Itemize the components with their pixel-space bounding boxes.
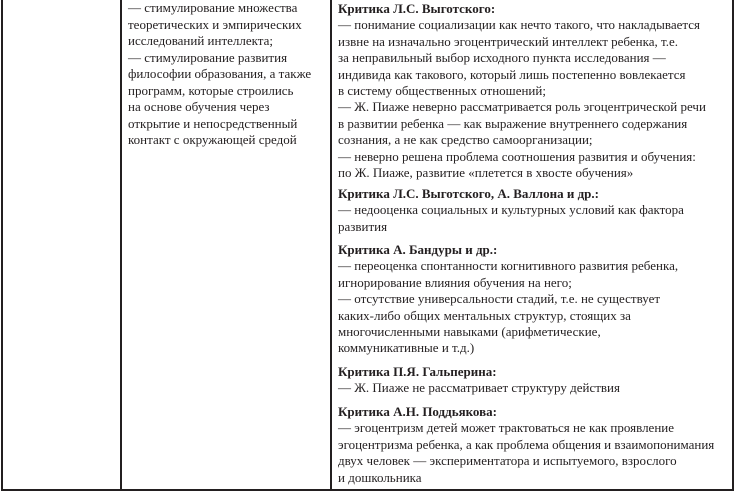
text-line: за неправильный выбор исходного пункта исследования — xyxy=(338,50,666,66)
text-line: развития xyxy=(338,218,388,234)
text-line: сознания, а не как средство самоорганизации; xyxy=(338,132,593,148)
text-line: — отсутствие универсальности стадий, т.е. не существует xyxy=(338,291,661,307)
text-line: — недооценка социальных и культурных условий как фактора xyxy=(338,202,684,218)
text-line: исследований интеллекта; xyxy=(128,33,274,48)
text-line: — стимулирование развития xyxy=(128,49,288,65)
text-line: каких-либо общих ментальных структур, стоящих за xyxy=(338,307,631,323)
critique-bandura xyxy=(338,242,678,357)
text-line: — Ж. Пиаже не рассматривает структуру действия xyxy=(338,380,620,396)
text-line: в систему общественных отношений; xyxy=(338,83,546,99)
text-line: по Ж. Пиаже, развитие «плетется в хвосте обучения» xyxy=(338,165,634,181)
text-line: игнорирование влияния обучения на него; xyxy=(338,274,572,290)
table-border-right xyxy=(732,0,734,491)
critique-galperin xyxy=(338,364,620,397)
critique-heading: Критика А. Бандуры и др.: xyxy=(338,242,498,257)
text-line: — понимание социализации как нечто такого, что накладывается xyxy=(338,17,700,33)
text-line: — эгоцентризм детей может трактоваться не как проявление xyxy=(338,420,675,436)
text-line: — неверно решена проблема соотношения развития и обучения: xyxy=(338,148,696,164)
text-line: извне на изначально эгоцентрический интеллект ребенка, т.е. xyxy=(338,33,678,49)
text-line: на основе обучения через xyxy=(128,99,270,114)
critique-vygotsky xyxy=(338,1,706,181)
text-line: программ, которые строились xyxy=(128,82,294,98)
column-divider-2 xyxy=(330,0,332,491)
column-divider-1 xyxy=(120,0,122,491)
text-line: открытие и непосредственный xyxy=(128,115,298,131)
critique-vygotsky-wallon xyxy=(338,186,684,235)
critique-heading: Критика П.Я. Гальперина: xyxy=(338,364,497,379)
text-line: — Ж. Пиаже неверно рассматривается роль эгоцентрической речи xyxy=(338,99,706,115)
critique-heading: Критика А.Н. Поддьякова: xyxy=(338,404,497,419)
table-border-bottom xyxy=(1,489,734,491)
text-line: теоретических и эмпирических xyxy=(128,16,302,32)
text-line: контакт с окружающей средой xyxy=(128,132,297,147)
text-line: в развитии ребенка — как выражение внутреннего содержания xyxy=(338,115,688,131)
text-line: — переоценка спонтанности когнитивного развития ребенка, xyxy=(338,258,679,274)
critique-heading: Критика Л.С. Выготского: xyxy=(338,1,496,16)
text-line: многочисленными навыками (арифметические, xyxy=(338,324,601,340)
achievements-cell xyxy=(128,0,311,149)
critique-heading: Критика Л.С. Выготского, А. Валлона и др.: xyxy=(338,186,599,201)
text-line: философии образования, а также xyxy=(128,66,312,81)
table-border-left xyxy=(1,0,3,491)
critique-poddyakov xyxy=(338,404,714,486)
text-line: индивида как такового, который лишь постепенно вовлекается xyxy=(338,66,686,82)
text-line: двух человек — экспериментатора и испытуемого, взрослого xyxy=(338,453,677,469)
text-line: — стимулирование множества xyxy=(128,0,298,15)
text-line: эгоцентризма ребенка, а как проблема общения и взаимопонимания xyxy=(338,436,715,452)
text-line: коммуникативные и т.д.) xyxy=(338,340,475,356)
text-line: и дошкольника xyxy=(338,469,422,485)
